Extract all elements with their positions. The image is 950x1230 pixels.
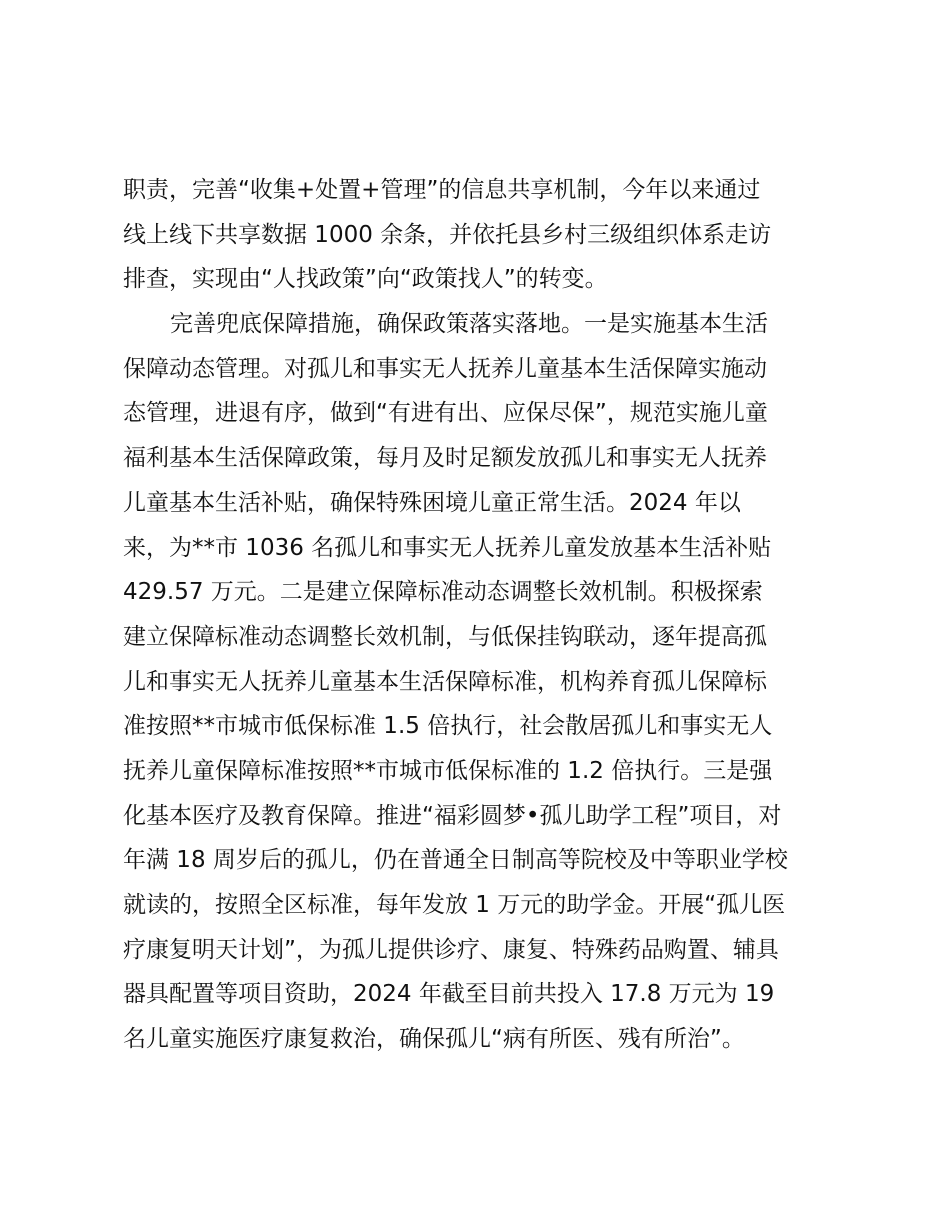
- text-line-2: 线上线下共享数据 1000 余条，并依托县乡村三级组织体系走访: [123, 221, 772, 248]
- text-line-18: 疗康复明天计划”，为孤儿提供诊疗、康复、特殊药品购置、辅具: [123, 936, 779, 963]
- text-line-9: 来，为**市 1036 名孤儿和事实无人抚养儿童发放基本生活补贴: [123, 534, 772, 561]
- body-text: [123, 168, 843, 1062]
- paragraph-start-line: 完善兜底保障措施，确保政策落实落地。一是实施基本生活: [170, 311, 768, 338]
- text-line-10: 429.57 万元。二是建立保障标准动态调整长效机制。积极探索: [123, 579, 763, 606]
- text-line-14: 抚养儿童保障标准按照**市城市低保标准的 1.2 倍执行。三是强: [123, 757, 773, 784]
- text-line-15: 化基本医疗及教育保障。推进“福彩圆梦•孤儿助学工程”项目，对: [123, 802, 782, 829]
- text-line-3: 排查，实现由“人找政策”向“政策找人”的转变。: [123, 266, 608, 293]
- text-line-13: 准按照**市城市低保标准 1.5 倍执行，社会散居孤儿和事实无人: [123, 713, 773, 740]
- text-line-17: 就读的，按照全区标准，每年发放 1 万元的助学金。开展“孤儿医: [123, 892, 786, 918]
- text-line-16: 年满 18 周岁后的孤儿，仍在普通全日制高等院校及中等职业学校: [123, 847, 788, 874]
- text-line-6: 态管理，进退有序，做到“有进有出、应保尽保”，规范实施儿童: [123, 400, 768, 427]
- text-line-19: 器具配置等项目资助，2024 年截至目前共投入 17.8 万元为 19: [123, 981, 775, 1008]
- text-line-5: 保障动态管理。对孤儿和事实无人抚养儿童基本生活保障实施动: [123, 355, 767, 382]
- text-line-8: 儿童基本生活补贴，确保特殊困境儿童正常生活。2024 年以: [123, 489, 741, 516]
- text-line-1: 职责，完善“收集+处置+管理”的信息共享机制，今年以来通过: [123, 177, 761, 203]
- text-line-7: 福利基本生活保障政策，每月及时足额发放孤儿和事实无人抚养: [123, 445, 767, 472]
- text-line-12: 儿和事实无人抚养儿童基本生活保障标准，机构养育孤儿保障标: [123, 668, 767, 695]
- text-line-20: 名儿童实施医疗康复救治，确保孤儿“病有所医、残有所治”。: [123, 1026, 745, 1053]
- text-line-11: 建立保障标准动态调整长效机制，与低保挂钩联动，逐年提高孤: [123, 623, 767, 650]
